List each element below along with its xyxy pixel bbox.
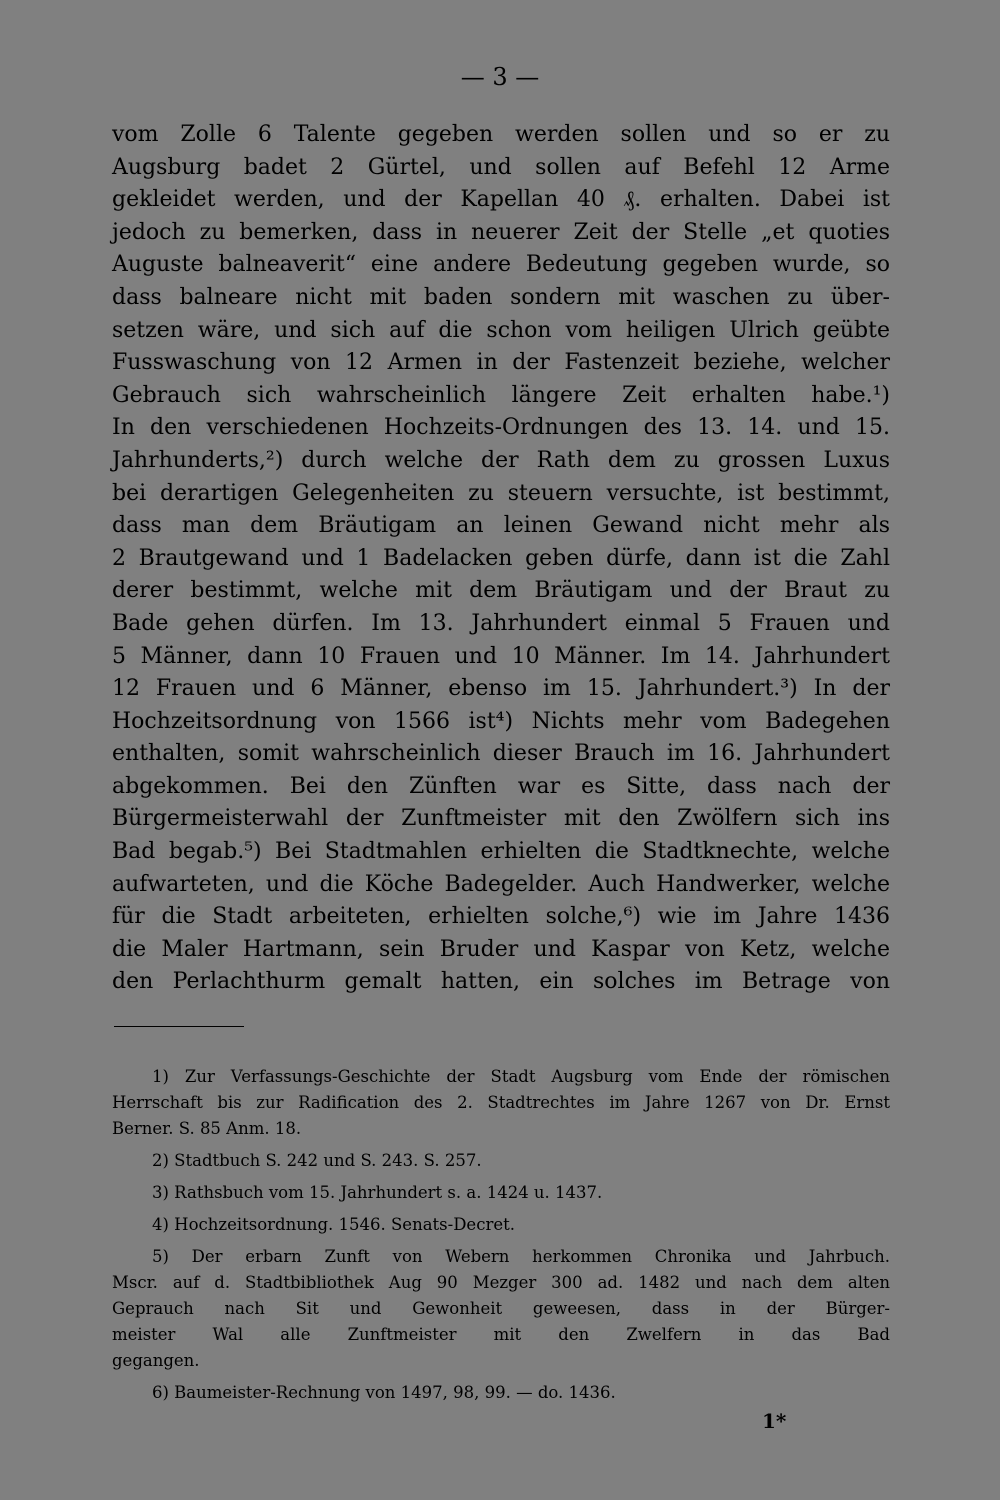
body-line: aufwarteten, und die Köche Badegelder. Auch Handwerker, welche bbox=[112, 871, 890, 897]
body-line: Bad begab.⁵) Bei Stadtmahlen erhielten die Stadtknechte, welche bbox=[112, 839, 890, 865]
page-number: — 3 — bbox=[460, 63, 540, 91]
body-line: Gebrauch sich wahrscheinlich längere Zeit erhalten habe.¹) bbox=[112, 382, 890, 408]
sheet-signature: 1* bbox=[762, 1409, 787, 1433]
body-line: Bürgermeisterwahl der Zunftmeister mit den Zwölfern sich ins bbox=[112, 806, 890, 832]
footnote-1-line: Berner. S. 85 Anm. 18. bbox=[112, 1119, 302, 1138]
footnote-separator bbox=[114, 1026, 244, 1027]
footnote-1-line: Herrschaft bis zur Radification des 2. Stadtrechtes im Jahre 1267 von Dr. Ernst bbox=[112, 1093, 890, 1112]
footnote-1-line: 1) Zur Verfassungs-Geschichte der Stadt Augsburg vom Ende der römischen bbox=[152, 1067, 890, 1086]
body-line: derer bestimmt, welche mit dem Bräutigam und der Braut zu bbox=[112, 578, 890, 604]
footnote-5-line: 5) Der erbarn Zunft von Webern herkommen Chronika und Jahrbuch. bbox=[152, 1247, 890, 1266]
body-line: Hochzeitsordnung von 1566 ist⁴) Nichts mehr vom Badegehen bbox=[112, 708, 890, 734]
footnote-5-line: Geprauch nach Sit und Gewonheit geweesen, dass in der Bürger- bbox=[112, 1299, 890, 1318]
body-line: 5 Männer, dann 10 Frauen und 10 Männer. Im 14. Jahrhundert bbox=[112, 643, 890, 669]
footnote-4: 4) Hochzeitsordnung. 1546. Senats-Decret. bbox=[152, 1215, 515, 1234]
body-line: enthalten, somit wahrscheinlich dieser Brauch im 16. Jahrhundert bbox=[112, 741, 890, 767]
body-line: dass man dem Bräutigam an leinen Gewand nicht mehr als bbox=[112, 513, 890, 539]
body-line: Bade gehen dürfen. Im 13. Jahrhundert einmal 5 Frauen und bbox=[112, 610, 890, 636]
body-line: den Perlachthurm gemalt hatten, ein solches im Betrage von bbox=[112, 969, 890, 995]
footnote-3: 3) Rathsbuch vom 15. Jahrhundert s. a. 1424 u. 1437. bbox=[152, 1183, 603, 1202]
footnote-6: 6) Baumeister-Rechnung von 1497, 98, 99. — do. 1436. bbox=[152, 1383, 616, 1402]
footnote-5-line: meister Wal alle Zunftmeister mit den Zwelfern in das Bad bbox=[112, 1325, 890, 1344]
body-line: für die Stadt arbeiteten, erhielten solche,⁶) wie im Jahre 1436 bbox=[112, 904, 890, 930]
body-line: dass balneare nicht mit baden sondern mit waschen zu über- bbox=[112, 284, 890, 310]
body-line: Fusswaschung von 12 Armen in der Fastenzeit beziehe, welcher bbox=[112, 350, 890, 376]
body-line: 2 Brautgewand und 1 Badelacken geben dürfe, dann ist die Zahl bbox=[112, 545, 890, 571]
body-line: 12 Frauen und 6 Männer, ebenso im 15. Jahrhundert.³) In der bbox=[112, 676, 890, 702]
body-text bbox=[112, 119, 890, 999]
body-line: Auguste balneaverit“ eine andere Bedeutung gegeben wurde, so bbox=[112, 252, 890, 278]
footnotes bbox=[112, 1064, 890, 1406]
footnote-5-line: Mscr. auf d. Stadtbibliothek Aug 90 Mezger 300 ad. 1482 und nach dem alten bbox=[112, 1273, 890, 1292]
body-line: Augsburg badet 2 Gürtel, und sollen auf Befehl 12 Arme bbox=[112, 154, 890, 180]
footnote-5-line: gegangen. bbox=[112, 1351, 200, 1370]
body-line: Jahrhunderts,²) durch welche der Rath dem zu grossen Luxus bbox=[112, 447, 890, 473]
body-line: vom Zolle 6 Talente gegeben werden sollen und so er zu bbox=[112, 122, 890, 147]
body-line: gekleidet werden, und der Kapellan 40 ₰. erhalten. Dabei ist bbox=[112, 187, 890, 213]
footnote-2: 2) Stadtbuch S. 242 und S. 243. S. 257. bbox=[152, 1151, 482, 1170]
body-line: bei derartigen Gelegenheiten zu steuern versuchte, ist bestimmt, bbox=[112, 480, 890, 506]
body-line: setzen wäre, und sich auf die schon vom heiligen Ulrich geübte bbox=[112, 317, 890, 343]
body-line: abgekommen. Bei den Zünften war es Sitte, dass nach der bbox=[112, 773, 890, 799]
body-line: die Maler Hartmann, sein Bruder und Kaspar von Ketz, welche bbox=[112, 936, 890, 962]
body-line: In den verschiedenen Hochzeits-Ordnungen des 13. 14. und 15. bbox=[112, 415, 890, 441]
body-line: jedoch zu bemerken, dass in neuerer Zeit der Stelle „et quoties bbox=[112, 219, 890, 245]
